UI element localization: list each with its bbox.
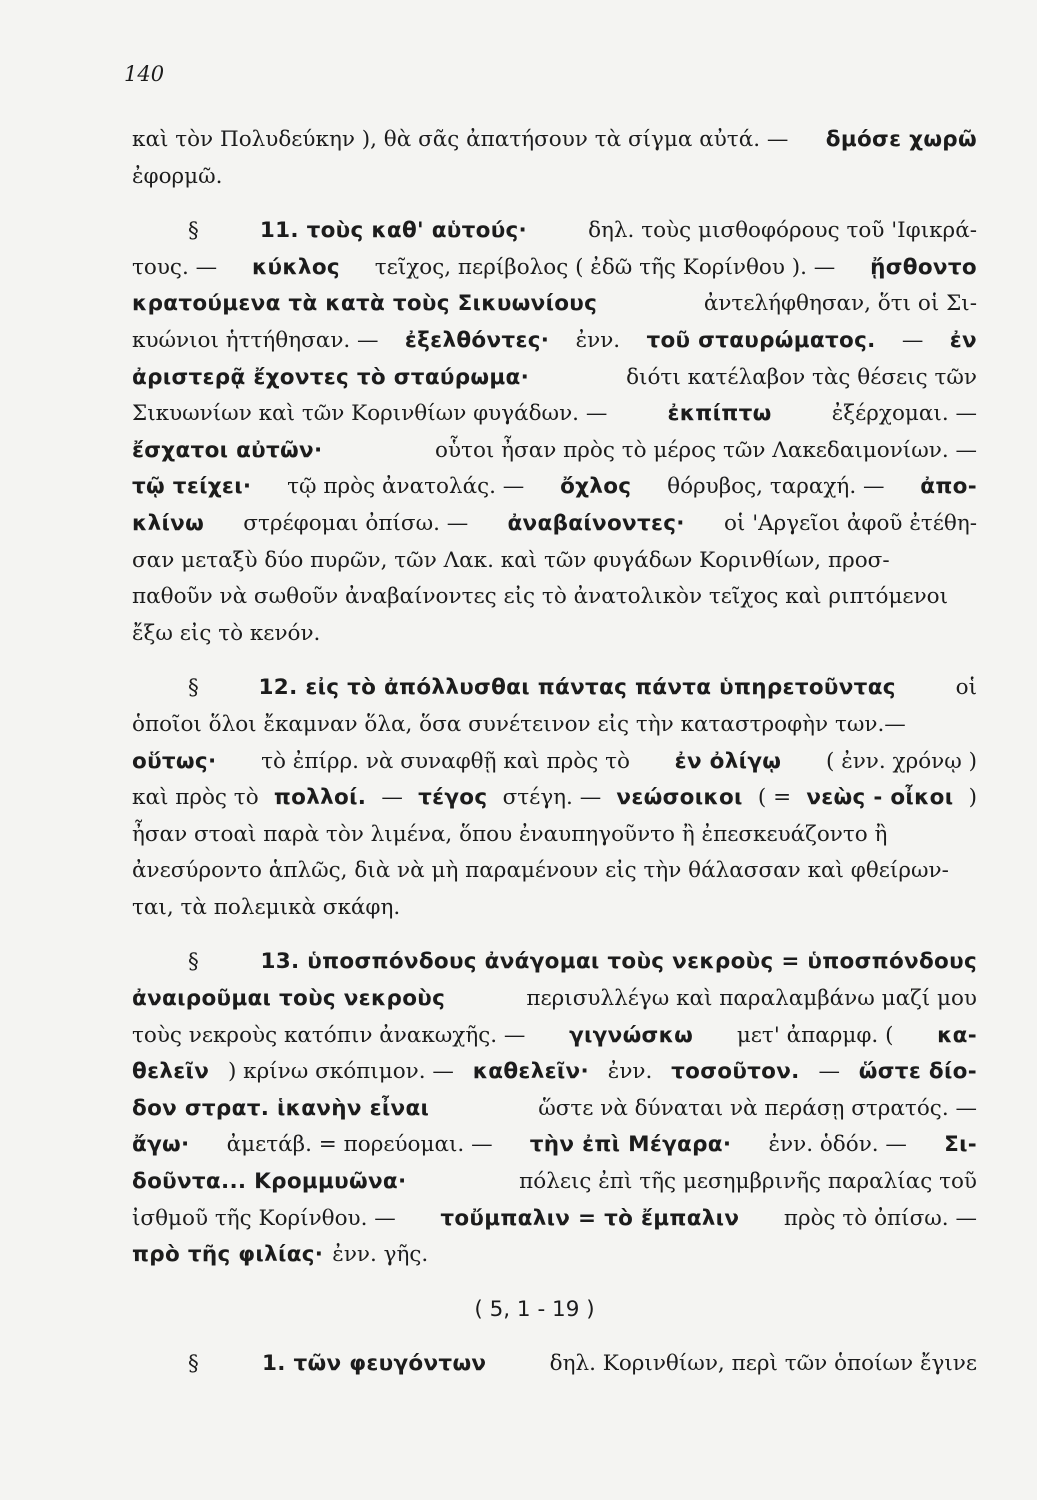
lemma: 11. τοὺς καθ' αὑτούς· bbox=[259, 218, 528, 244]
text-line bbox=[132, 707, 977, 744]
lemma: ἐν ὀλίγῳ bbox=[674, 748, 782, 774]
lemma: δοῦντα... Κρομμυῶνα· bbox=[132, 1169, 407, 1195]
lemma: Σι- bbox=[944, 1132, 977, 1158]
gloss-text: ) κρίνω σκόπιμον. — bbox=[227, 1059, 454, 1085]
gloss-text: ( ἐνν. χρόνῳ ) bbox=[825, 748, 977, 774]
text-line bbox=[132, 159, 977, 196]
gloss-text: ἐφορμῶ. bbox=[132, 163, 223, 189]
lemma: ᾔσθοντο bbox=[870, 254, 977, 280]
lemma: ἔσχατοι αὐτῶν· bbox=[132, 437, 323, 463]
text-line bbox=[132, 817, 977, 854]
gloss-text: τοὺς νεκροὺς κατόπιν ἀνακωχῆς. — bbox=[132, 1022, 526, 1048]
gloss-text: διότι κατέλαβον τὰς θέσεις τῶν bbox=[626, 364, 977, 390]
lemma: πρὸ τῆς φιλίας· bbox=[132, 1242, 324, 1268]
gloss-text: καὶ πρὸς τὸ bbox=[132, 785, 259, 811]
text-line bbox=[132, 616, 977, 653]
gloss-text: ἀμετάβ. = πορεύομαι. — bbox=[226, 1132, 493, 1158]
text-line bbox=[132, 1292, 977, 1329]
lemma: καθελεῖν· bbox=[472, 1059, 589, 1085]
text-line bbox=[132, 1127, 977, 1164]
gloss-text: κυώνιοι ἡττήθησαν. — bbox=[132, 327, 379, 353]
gloss-text: παθοῦν νὰ σωθοῦν ἀναβαίνοντες εἰς τὸ ἀνατολικὸν τεῖχος καὶ ριπτόμενοι bbox=[132, 584, 949, 610]
gloss-text: ὁποῖοι ὅλοι ἔκαμναν ὅλα, ὅσα συνέτεινον εἰς τὴν καταστροφὴν των.— bbox=[132, 711, 906, 737]
page-number: 140 bbox=[124, 62, 165, 86]
lemma: γιγνώσκω bbox=[569, 1022, 694, 1048]
gloss-text: ) bbox=[968, 785, 977, 811]
gloss-text: ἐνν. bbox=[607, 1059, 653, 1085]
lemma: κα- bbox=[937, 1022, 977, 1048]
gloss-text: — bbox=[901, 327, 924, 353]
gloss-text: οἱ 'Αργεῖοι ἀφοῦ ἐτέθη- bbox=[723, 510, 977, 536]
lemma: 1. τῶν φευγόντων bbox=[262, 1351, 487, 1377]
text-line bbox=[132, 122, 977, 159]
commentary-text bbox=[132, 122, 977, 1383]
lemma: ἐν bbox=[949, 327, 977, 353]
text-line bbox=[132, 396, 977, 433]
text-line bbox=[132, 944, 977, 981]
gloss-text: § bbox=[188, 949, 199, 975]
gloss-text: ἐνν. ὁδόν. — bbox=[768, 1132, 907, 1158]
gloss-text: ἐνν. bbox=[575, 327, 621, 353]
gloss-text: ( 5, 1 - 19 ) bbox=[474, 1296, 595, 1322]
text-line bbox=[132, 1164, 977, 1201]
text-line bbox=[132, 670, 977, 707]
text-line bbox=[132, 780, 977, 817]
lemma: ὥστε δίο- bbox=[858, 1059, 977, 1085]
gloss-text: ἀνεσύροντο ἁπλῶς, διὰ νὰ μὴ παραμένουν εἰς τὴν θάλασσαν καὶ φθείρων- bbox=[132, 858, 949, 884]
lemma: ἀριστερᾷ ἔχοντες τὸ σταύρωμα· bbox=[132, 364, 530, 390]
gloss-text: πρὸς τὸ ὀπίσω. — bbox=[783, 1205, 977, 1231]
text-line bbox=[132, 469, 977, 506]
gloss-text: — bbox=[381, 785, 403, 811]
text-line bbox=[132, 506, 977, 543]
lemma: ἄγω· bbox=[132, 1132, 190, 1158]
lemma: νεὼς - οἶκοι bbox=[806, 785, 954, 811]
lemma: ἐξελθόντες· bbox=[404, 327, 550, 353]
gloss-text: μετ' ἀπαρμφ. ( bbox=[736, 1022, 894, 1048]
gloss-text: οὗτοι ἦσαν πρὸς τὸ μέρος τῶν Λακεδαιμονίων. — bbox=[435, 437, 977, 463]
text-line bbox=[132, 890, 977, 927]
gloss-text: τεῖχος, περίβολος ( ἐδῶ τῆς Κορίνθου ). — bbox=[374, 254, 836, 280]
gloss-text: περισυλλέγω καὶ παραλαμβάνω μαζί μου bbox=[526, 986, 977, 1012]
lemma: δον στρατ. ἱκανὴν εἶναι bbox=[132, 1095, 430, 1121]
gloss-text: ται, τὰ πολεμικὰ σκάφη. bbox=[132, 894, 401, 920]
gloss-text: ( = bbox=[757, 785, 792, 811]
gloss-text: ἐξέρχομαι. — bbox=[831, 401, 977, 427]
text-line bbox=[132, 1201, 977, 1238]
gloss-text: ἰσθμοῦ τῆς Κορίνθου. — bbox=[132, 1205, 396, 1231]
text-line bbox=[132, 250, 977, 287]
text-line bbox=[132, 744, 977, 781]
text-line bbox=[132, 579, 977, 616]
lemma: τέγος bbox=[418, 785, 488, 811]
gloss-text: καὶ τὸν Πολυδεύκην ), θὰ σᾶς ἀπατήσουν τὰ σίγμα αὐτά. — bbox=[132, 127, 789, 152]
lemma: 12. εἰς τὸ ἀπόλλυσθαι πάντας πάντα ὑπηρετοῦντας bbox=[258, 675, 896, 701]
text-line bbox=[132, 981, 977, 1018]
lemma: πολλοί. bbox=[273, 785, 367, 811]
gloss-text: θόρυβος, ταραχή. — bbox=[667, 474, 885, 500]
lemma: τῷ τείχει· bbox=[132, 474, 252, 500]
lemma: νεώσοικοι bbox=[616, 785, 743, 811]
text-line bbox=[132, 1018, 977, 1055]
text-line bbox=[132, 213, 977, 250]
gloss-text: τῷ πρὸς ἀνατολάς. — bbox=[287, 474, 525, 500]
text-line bbox=[132, 1237, 977, 1274]
lemma: κρατούμενα τὰ κατὰ τοὺς Σικυωνίους bbox=[132, 291, 598, 317]
gloss-text: τὸ ἐπίρρ. νὰ συναφθῇ καὶ πρὸς τὸ bbox=[261, 748, 630, 774]
gloss-text: § bbox=[188, 218, 199, 244]
gloss-text: οἱ bbox=[955, 675, 977, 701]
lemma: ἀναιροῦμαι τοὺς νεκροὺς bbox=[132, 986, 446, 1012]
gloss-text: δηλ. Κορινθίων, περὶ τῶν ὁποίων ἔγινε bbox=[549, 1351, 977, 1377]
text-line bbox=[132, 853, 977, 890]
lemma: οὕτως· bbox=[132, 748, 217, 774]
text-line bbox=[132, 286, 977, 323]
gloss-text: § bbox=[188, 1351, 199, 1377]
text-line bbox=[132, 433, 977, 470]
gloss-text: — bbox=[818, 1059, 840, 1085]
text-line bbox=[132, 1346, 977, 1383]
text-line bbox=[132, 1054, 977, 1091]
text-line bbox=[132, 360, 977, 397]
lemma: τὴν ἐπὶ Μέγαρα· bbox=[529, 1132, 732, 1158]
gloss-text: Σικυωνίων καὶ τῶν Κορινθίων φυγάδων. — bbox=[132, 401, 608, 427]
text-line bbox=[132, 543, 977, 580]
gloss-text: ἔξω εἰς τὸ κενόν. bbox=[132, 620, 321, 646]
text-line bbox=[132, 323, 977, 360]
lemma: κύκλος bbox=[251, 254, 340, 280]
lemma: τοὔμπαλιν = τὸ ἔμπαλιν bbox=[440, 1205, 740, 1231]
text-line bbox=[132, 1091, 977, 1128]
gloss-text: ἀντελήφθησαν, ὅτι οἱ Σι- bbox=[703, 291, 977, 317]
lemma: τοῦ σταυρώματος. bbox=[646, 327, 876, 353]
gloss-text: ὥστε νὰ δύναται νὰ περάσῃ στρατός. — bbox=[538, 1095, 977, 1121]
gloss-text: στρέφομαι ὀπίσω. — bbox=[243, 510, 469, 536]
lemma: δμόσε χωρῶ bbox=[825, 127, 977, 152]
gloss-text: στέγη. — bbox=[502, 785, 602, 811]
gloss-text: ἦσαν στοαὶ παρὰ τὸν λιμένα, ὅπου ἐναυπηγοῦντο ἢ ἐπεσκευάζοντο ἢ bbox=[132, 821, 888, 847]
lemma: 13. ὑποσπόνδους ἀνάγομαι τοὺς νεκροὺς = ὑποσπόνδους bbox=[260, 949, 977, 975]
lemma: κλίνω bbox=[132, 510, 205, 536]
lemma: ἐκπίπτω bbox=[667, 401, 772, 427]
lemma: ἀναβαίνοντες· bbox=[507, 510, 685, 536]
gloss-text: σαν μεταξὺ δύο πυρῶν, τῶν Λακ. καὶ τῶν φυγάδων Κορινθίων, προσ- bbox=[132, 547, 890, 573]
lemma: θελεῖν bbox=[132, 1059, 210, 1085]
lemma: ἀπο- bbox=[920, 474, 977, 500]
gloss-text: ἐνν. γῆς. bbox=[332, 1242, 429, 1268]
gloss-text: § bbox=[188, 675, 199, 701]
gloss-text: τους. — bbox=[132, 254, 218, 280]
lemma: ὄχλος bbox=[560, 474, 632, 500]
gloss-text: πόλεις ἐπὶ τῆς μεσημβρινῆς παραλίας τοῦ bbox=[519, 1169, 977, 1195]
lemma: τοσοῦτον. bbox=[671, 1059, 800, 1085]
gloss-text: δηλ. τοὺς μισθοφόρους τοῦ 'Ιφικρά- bbox=[588, 218, 977, 244]
